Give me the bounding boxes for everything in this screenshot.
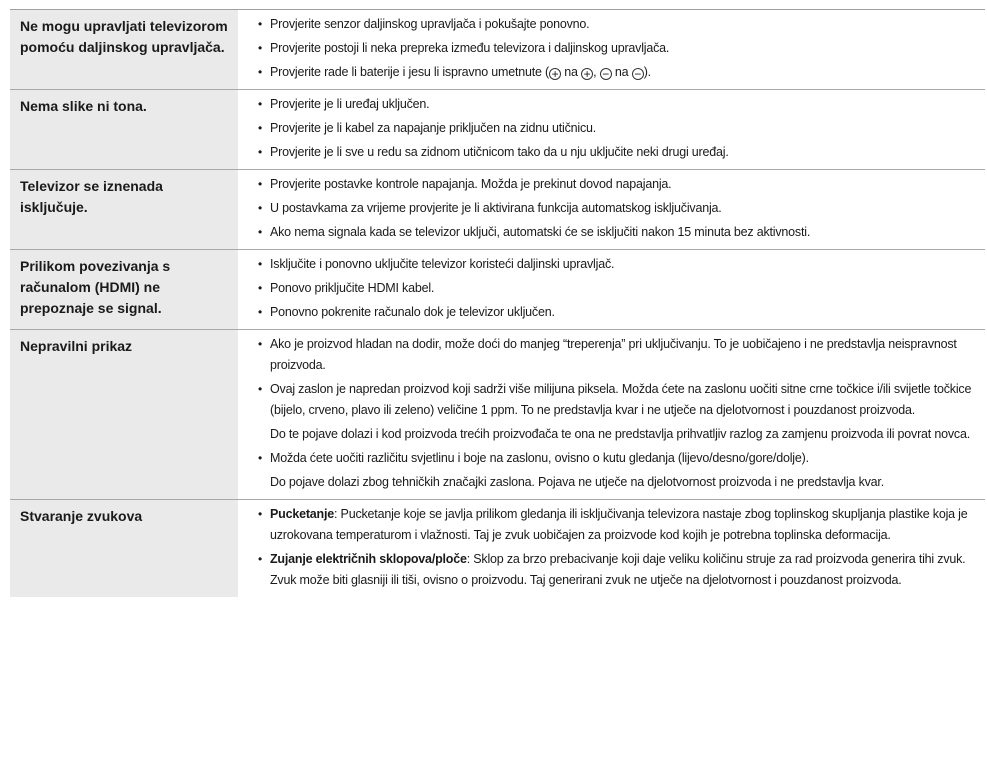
problem-cell: Prilikom povezivanja s računalom (HDMI) ne prepoznaje se signal. — [10, 250, 238, 330]
minus-terminal-icon: − — [600, 68, 612, 80]
solution-item: • Provjerite postavke kontrole napajanja. Možda je prekinut dovod napajanja. — [258, 174, 979, 195]
term-description: : Sklop za brzo prebacivanje koji daje veliku količinu struje za rad proizvoda generira tihi zvuk. Zvuk može biti glasniji ili tiši, ovisno o proizvodu. Taj generirani zvuk ne utječe na djelotvornost i pouzdanost proizvoda. — [270, 552, 966, 587]
solution-cell — [238, 330, 985, 500]
problem-cell: Nema slike ni tona. — [10, 90, 238, 170]
solution-item: • Možda ćete uočiti različitu svjetlinu i boje na zaslonu, ovisno o kutu gledanja (lijevo/desno/gore/dolje). — [258, 448, 979, 469]
troubleshooting-table — [10, 10, 985, 597]
table-row — [10, 250, 985, 330]
solution-cell — [238, 90, 985, 170]
problem-cell: Nepravilni prikaz — [10, 330, 238, 500]
solution-item: • Provjerite senzor daljinskog upravljača i pokušajte ponovno. — [258, 14, 979, 35]
table-row — [10, 90, 985, 170]
solution-item — [258, 549, 979, 591]
battery-text-prefix: Provjerite rade li baterije i jesu li ispravno umetnute ( — [270, 65, 550, 79]
battery-comma: , — [593, 65, 600, 79]
problem-cell: Stvaranje zvukova — [10, 500, 238, 598]
solution-item: • U postavkama za vrijeme provjerite je li aktivirana funkcija automatskog isključivanja. — [258, 198, 979, 219]
solution-item — [258, 504, 979, 546]
battery-text-suffix: ). — [643, 65, 651, 79]
problem-cell: Ne mogu upravljati televizorom pomoću daljinskog upravljača. — [10, 10, 238, 90]
solution-item: • Provjerite je li uređaj uključen. — [258, 94, 979, 115]
solution-item: • Ponovo priključite HDMI kabel. — [258, 278, 979, 299]
table-row — [10, 10, 985, 90]
plus-terminal-icon: + — [549, 68, 561, 80]
minus-terminal-icon: − — [632, 68, 644, 80]
solution-cell — [238, 500, 985, 598]
table-row — [10, 170, 985, 250]
solution-item: • Ponovno pokrenite računalo dok je televizor uključen. — [258, 302, 979, 323]
solution-item: • Provjerite je li sve u redu sa zidnom utičnicom tako da u nju uključite neki drugi uređaj. — [258, 142, 979, 163]
problem-cell: Televizor se iznenada isključuje. — [10, 170, 238, 250]
battery-joiner: na — [611, 65, 632, 79]
solution-note: Do pojave dolazi zbog tehničkih značajki zaslona. Pojava ne utječe na djelotvornost proizvoda i ne predstavlja kvar. — [270, 475, 884, 489]
solution-cell — [238, 170, 985, 250]
solution-cell — [238, 10, 985, 90]
solution-item: • Ovaj zaslon je napredan proizvod koji sadrži više milijuna piksela. Možda ćete na zaslonu uočiti sitne crne točkice i/ili svijetle točkice (bijelo, crveno, plavo ili zeleno) veličine 1 ppm. To ne predstavlja kvar i ne utječe na djelotvornost i pouzdanost proizvoda. — [258, 379, 979, 421]
solution-item: • Provjerite postoji li neka prepreka između televizora i daljinskog upravljača. — [258, 38, 979, 59]
table-row — [10, 500, 985, 598]
solution-item: • Isključite i ponovno uključite televizor koristeći daljinski upravljač. — [258, 254, 979, 275]
solution-item: • Ako nema signala kada se televizor uključi, automatski će se isključiti nakon 15 minuta bez aktivnosti. — [258, 222, 979, 243]
solution-item — [258, 62, 979, 83]
solution-item: • Ako je proizvod hladan na dodir, može doći do manjeg “treperenja” pri uključivanju. To je uobičajeno i ne predstavlja neispravnost proizvoda. — [258, 334, 979, 376]
battery-joiner: na — [561, 65, 582, 79]
solution-cell — [238, 250, 985, 330]
term-description: : Pucketanje koje se javlja prilikom gledanja ili isključivanja televizora nastaje zbog toplinskog skupljanja plastike koja je uzrokovana temperaturom i vlažnosti. Taj je zvuk uobičajen za proizvode kod kojih je potrebna toplinska deformacija. — [270, 507, 968, 542]
term-label: Pucketanje — [270, 507, 335, 521]
solution-item: • Provjerite je li kabel za napajanje priključen na zidnu utičnicu. — [258, 118, 979, 139]
term-label: Zujanje električnih sklopova/ploče — [270, 552, 467, 566]
plus-terminal-icon: + — [581, 68, 593, 80]
solution-note: Do te pojave dolazi i kod proizvoda trećih proizvođača te ona ne predstavlja prihvatljiv razlog za zamjenu proizvoda ili povrat novca. — [270, 427, 970, 441]
table-row — [10, 330, 985, 500]
